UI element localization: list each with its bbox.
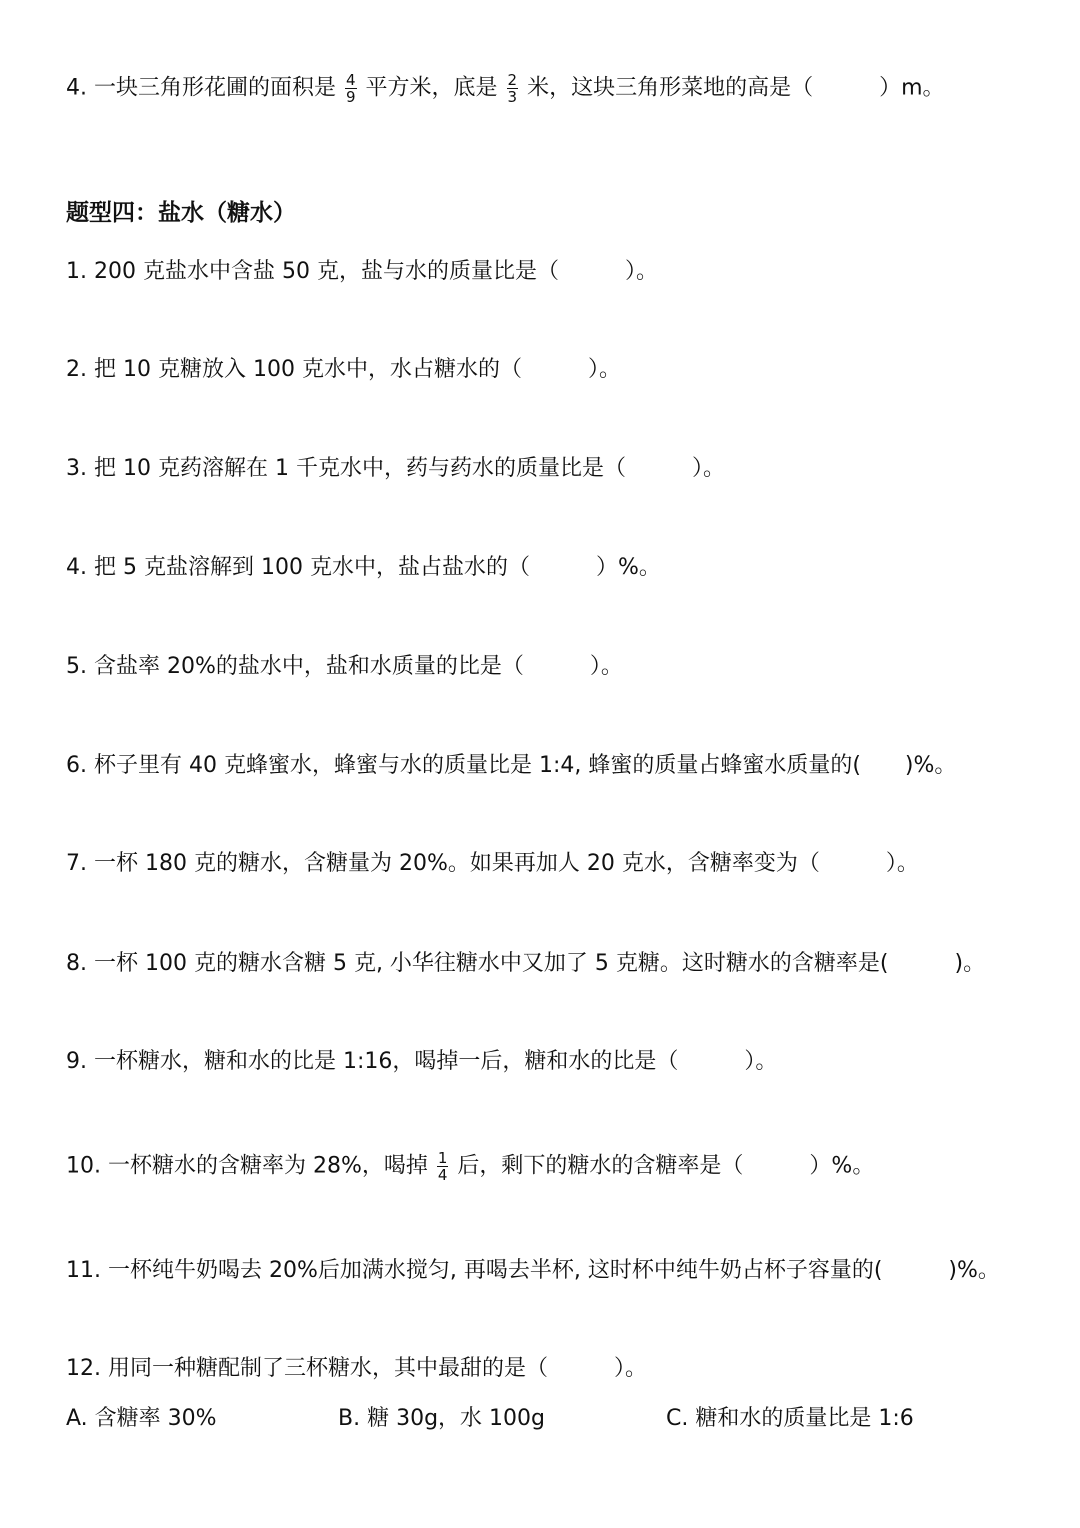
- question-item: 1. 200 克盐水中含盐 50 克，盐与水的质量比是（ ）。: [66, 259, 658, 284]
- fraction: [437, 1150, 449, 1183]
- question-text: 10. 一杯糖水的含糖率为 28%，喝掉: [66, 1153, 428, 1179]
- fraction-numerator: 2: [507, 71, 518, 89]
- question-item: 7. 一杯 180 克的糖水，含糖量为 20%。如果再加人 20 克水，含糖率变为（ ）。: [66, 851, 919, 876]
- question-item: 8. 一杯 100 克的糖水含糖 5 克, 小华往糖水中又加了 5 克糖。这时糖水的含糖率是( )。: [66, 951, 986, 976]
- question-text: 平方米，底是: [365, 75, 498, 101]
- fraction-numerator: 4: [345, 71, 356, 89]
- question-item: 6. 杯子里有 40 克蜂蜜水，蜂蜜与水的质量比是 1:4, 蜂蜜的质量占蜂蜜水质量的( )%。: [66, 753, 957, 778]
- question-area-4: [66, 72, 945, 105]
- question-text: 米，这块三角形菜地的高是（ ）m。: [527, 75, 945, 101]
- question-item: 3. 把 10 克药溶解在 1 千克水中，药与药水的质量比是（ ）。: [66, 456, 725, 481]
- question-item: 9. 一杯糖水，糖和水的比是 1:16，喝掉一后，糖和水的比是（ ）。: [66, 1049, 778, 1074]
- question-item: 2. 把 10 克糖放入 100 克水中，水占糖水的（ ）。: [66, 357, 621, 382]
- fraction: [507, 72, 519, 105]
- option-a: A. 含糖率 30%: [66, 1406, 217, 1431]
- question-text: 后，剩下的糖水的含糖率是（ ）%。: [457, 1153, 875, 1179]
- fraction-denominator: 9: [345, 88, 356, 106]
- question-item: [66, 1150, 874, 1183]
- fraction-denominator: 4: [437, 1166, 448, 1184]
- option-b: B. 糖 30g，水 100g: [338, 1406, 545, 1431]
- question-item: 4. 把 5 克盐溶解到 100 克水中，盐占盐水的（ ）%。: [66, 555, 661, 580]
- fraction: [345, 72, 357, 105]
- fraction-denominator: 3: [507, 88, 518, 106]
- question-item: 12. 用同一种糖配制了三杯糖水，其中最甜的是（ ）。: [66, 1356, 647, 1381]
- question-item: 11. 一杯纯牛奶喝去 20%后加满水搅匀, 再喝去半杯, 这时杯中纯牛奶占杯子容量的( )%。: [66, 1258, 1000, 1283]
- option-c: C. 糖和水的质量比是 1:6: [666, 1406, 914, 1431]
- question-item: 5. 含盐率 20%的盐水中，盐和水质量的比是（ ）。: [66, 654, 623, 679]
- fraction-numerator: 1: [437, 1149, 448, 1167]
- question-text: 4. 一块三角形花圃的面积是: [66, 75, 336, 101]
- section-title: 题型四：盐水（糖水）: [66, 199, 296, 226]
